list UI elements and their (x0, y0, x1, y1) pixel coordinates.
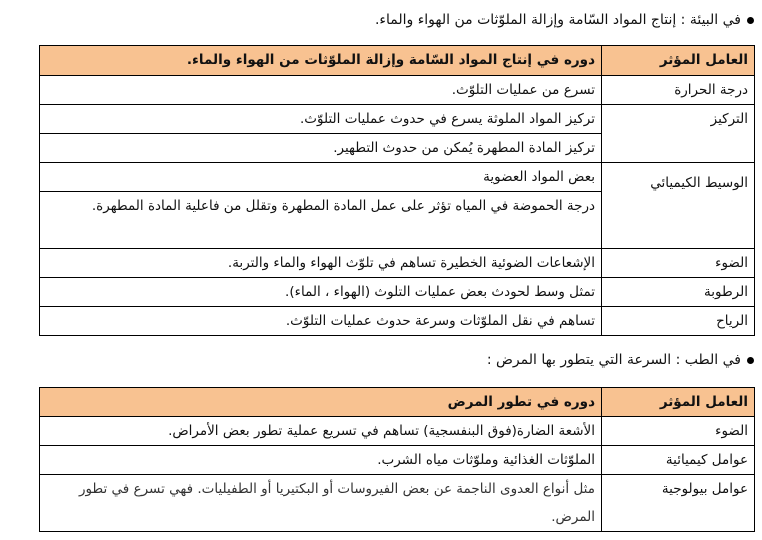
role-cell: الأشعة الضارة(فوق البنفسجية) تساهم في تسريع عملية تطور بعض الأمراض. (40, 417, 602, 446)
table-row (40, 249, 755, 278)
role-cell: الملوّثات الغذائية وملوّثات مياه الشرب. (40, 446, 602, 475)
table-row (40, 278, 755, 307)
bullet-icon (747, 17, 754, 24)
table-row (40, 105, 755, 134)
medicine-table (39, 387, 755, 532)
role-cell: مثل أنواع العدوى الناجمة عن بعض الفيروسات أو البكتيريا أو الطفيليات. فهي تسرع في تطور المرض. (40, 475, 602, 532)
role-cell: بعض المواد العضوية (40, 163, 602, 192)
table-row (40, 76, 755, 105)
factor-cell: الرطوبة (602, 278, 755, 307)
role-cell: درجة الحموضة في المياه تؤثر على عمل المادة المطهرة وتقلل من فاعلية المادة المطهرة. (40, 192, 602, 249)
table-row (40, 446, 755, 475)
factor-cell: الضوء (602, 417, 755, 446)
factor-cell: الضوء (602, 249, 755, 278)
role-cell: الإشعاعات الضوئية الخطيرة تساهم في تلوّث الهواء والماء والتربة. (40, 249, 602, 278)
factor-cell: الوسيط الكيميائي (602, 163, 755, 249)
factor-cell: التركيز (602, 105, 755, 163)
header-role: دوره في إنتاج المواد السّامة وإزالة الملوّثات من الهواء والماء. (40, 46, 602, 76)
environment-table (39, 45, 755, 336)
bullet-text: في البيئة : إنتاج المواد السّامة وإزالة الملوّثات من الهواء والماء. (374, 12, 741, 28)
bullet-environment (375, 12, 754, 28)
table-row (40, 417, 755, 446)
factor-cell: عوامل كيميائية (602, 446, 755, 475)
factor-cell: الرياح (602, 307, 755, 336)
role-cell: تمثل وسط لحودث بعض عمليات التلوث (الهواء ، الماء). (40, 278, 602, 307)
header-factor: العامل المؤثر (602, 46, 755, 76)
factor-cell: عوامل بيولوجية (602, 475, 755, 532)
role-cell: تسرع من عمليات التلوّث. (40, 76, 602, 105)
header-role: دوره في تطور المرض (40, 388, 602, 417)
bullet-medicine (487, 352, 754, 368)
factor-cell: درجة الحرارة (602, 76, 755, 105)
table-row (40, 307, 755, 336)
role-cell: تركيز المادة المطهرة يُمكن من حدوث التطهير. (40, 134, 602, 163)
header-factor: العامل المؤثر (602, 388, 755, 417)
bullet-text: في الطب : السرعة التي يتطور بها المرض : (486, 352, 741, 368)
table-row (40, 475, 755, 532)
bullet-icon (747, 357, 754, 364)
role-cell: تركيز المواد الملوثة يسرع في حدوث عمليات التلوّث. (40, 105, 602, 134)
table-row (40, 163, 755, 192)
role-cell: تساهم في نقل الملوّثات وسرعة حدوث عمليات التلوّث. (40, 307, 602, 336)
